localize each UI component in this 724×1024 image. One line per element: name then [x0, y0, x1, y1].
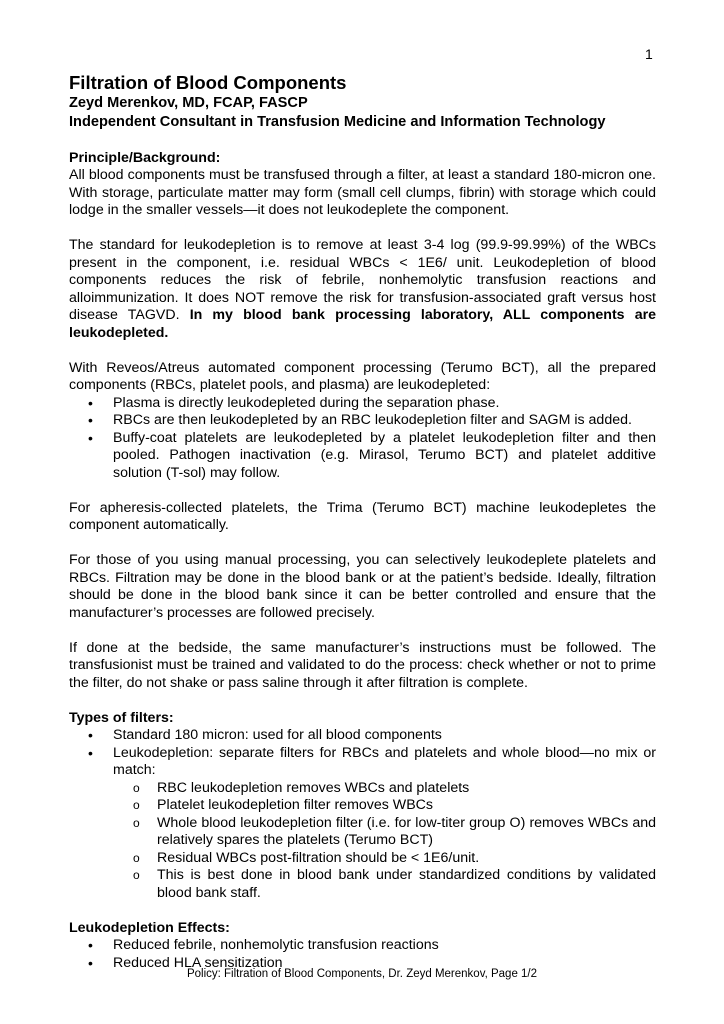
- principle-paragraph-2: [69, 237, 656, 342]
- sublist-item-text: Whole blood leukodepletion filter (i.e. for low-titer group O) removes WBCs and relatively spares the platelets (Terumo BCT): [157, 814, 656, 848]
- effects-heading: Leukodepletion Effects:: [69, 919, 230, 936]
- filters-list: [69, 727, 656, 902]
- list-item-text: Leukodepletion: separate filters for RBCs and platelets and whole blood—no mix or match:: [113, 744, 656, 778]
- bullet-icon: •: [88, 394, 93, 411]
- bullet-icon: •: [88, 937, 93, 953]
- sublist-item: [113, 867, 656, 902]
- list-item: [69, 745, 656, 903]
- list-item: [69, 430, 656, 483]
- list-item: [69, 727, 656, 745]
- list-item-text: Plasma is directly leukodepleted during the separation phase.: [113, 394, 500, 411]
- list-item-text: RBCs are then leukodepleted by an RBC leukodepletion filter and SAGM is added.: [113, 412, 632, 428]
- page-number: 1: [645, 46, 653, 62]
- author-line: Zeyd Merenkov, MD, FCAP, FASCP: [69, 95, 308, 111]
- list-item-text: Standard 180 micron: used for all blood components: [113, 727, 442, 743]
- circle-bullet-icon: o: [133, 798, 140, 812]
- principle-paragraph-2-text: The standard for leukodepletion is to remove at least 3-4 log (99.9-99.99%) of the WBCs present in the component, i.e. residual WBCs < 1E6/ unit. Leukodepletion of blood components reduces the risk of febrile, nonhemolytic transfusion reactions and alloimmunization. It does NOT remove the risk for transfusion-associated graft versus host disease TAGVD.: [69, 237, 656, 323]
- principle-heading: Principle/Background:: [69, 149, 221, 166]
- circle-bullet-icon: o: [133, 850, 140, 865]
- list-item-text: Reduced febrile, nonhemolytic transfusion reactions: [113, 937, 439, 953]
- bullet-icon: •: [88, 412, 93, 428]
- sublist-item-text: Residual WBCs post-filtration should be < 1E6/unit.: [157, 849, 480, 866]
- sublist-item-text: Platelet leukodepletion filter removes WBCs: [157, 797, 433, 813]
- bullet-icon: •: [88, 727, 93, 743]
- filters-sublist: [113, 780, 656, 903]
- principle-paragraph-2-emphasis: In my blood bank processing laboratory, ALL components are leukodepleted.: [69, 307, 657, 341]
- effects-list: [69, 937, 656, 972]
- sublist-item: [113, 797, 656, 815]
- circle-bullet-icon: o: [133, 815, 140, 830]
- bullet-icon: •: [88, 429, 93, 446]
- sublist-item: [113, 850, 656, 868]
- title-block: [69, 72, 656, 132]
- principle-paragraph-3: With Reveos/Atreus automated component processing (Terumo BCT), all the prepared components (RBCs, platelet pools, and plasma) are leukodepleted:: [69, 359, 656, 393]
- list-item: [69, 412, 656, 430]
- document-title: Filtration of Blood Components: [69, 72, 347, 93]
- circle-bullet-icon: o: [133, 780, 140, 795]
- sublist-item: [113, 815, 656, 850]
- sublist-item-text: This is best done in blood bank under standardized conditions by validated blood bank staff.: [157, 867, 656, 901]
- principle-paragraph-6: If done at the bedside, the same manufacturer’s instructions must be followed. The transfusionist must be trained and validated to do the process: check whether or not to prime the filter, do not shake or pass saline through it after filtration is complete.: [69, 639, 656, 691]
- affiliation-line: Independent Consultant in Transfusion Medicine and Information Technology: [69, 114, 606, 130]
- filters-heading: Types of filters:: [69, 709, 174, 726]
- circle-bullet-icon: o: [133, 868, 140, 882]
- processing-list: [69, 395, 656, 483]
- bullet-icon: •: [88, 954, 93, 971]
- sublist-item-text: RBC leukodepletion removes WBCs and platelets: [157, 779, 470, 796]
- list-item: [69, 395, 656, 413]
- page-footer: Policy: Filtration of Blood Components, Dr. Zeyd Merenkov, Page 1/2: [186, 968, 538, 980]
- bullet-icon: •: [88, 744, 93, 761]
- document-body: [69, 70, 656, 972]
- list-item-text: Buffy-coat platelets are leukodepleted by a platelet leukodepletion filter and then pooled. Pathogen inactivation (e.g. Mirasol, Terumo BCT) and platelet additive solution (T-sol) may follow.: [113, 429, 656, 481]
- sublist-item: [113, 780, 656, 798]
- principle-paragraph-1: All blood components must be transfused through a filter, at least a standard 180-micron one. With storage, particulate matter may form (small cell clumps, fibrin) with storage which could lodge in the smaller vessels—it does not leukodeplete the component.: [69, 167, 656, 218]
- principle-paragraph-4: For apheresis-collected platelets, the Trima (Terumo BCT) machine leukodepletes the component automatically.: [69, 499, 656, 533]
- list-item-text: Reduced HLA sensitization: [113, 954, 283, 971]
- principle-paragraph-5: For those of you using manual processing, you can selectively leukodeplete platelets and RBCs. Filtration may be done in the blood bank or at the patient’s bedside. Ideally, filtration should be done in the blood bank since it can be better controlled and ensure that the manufacturer’s processes are followed precisely.: [69, 552, 656, 621]
- list-item: [69, 937, 656, 955]
